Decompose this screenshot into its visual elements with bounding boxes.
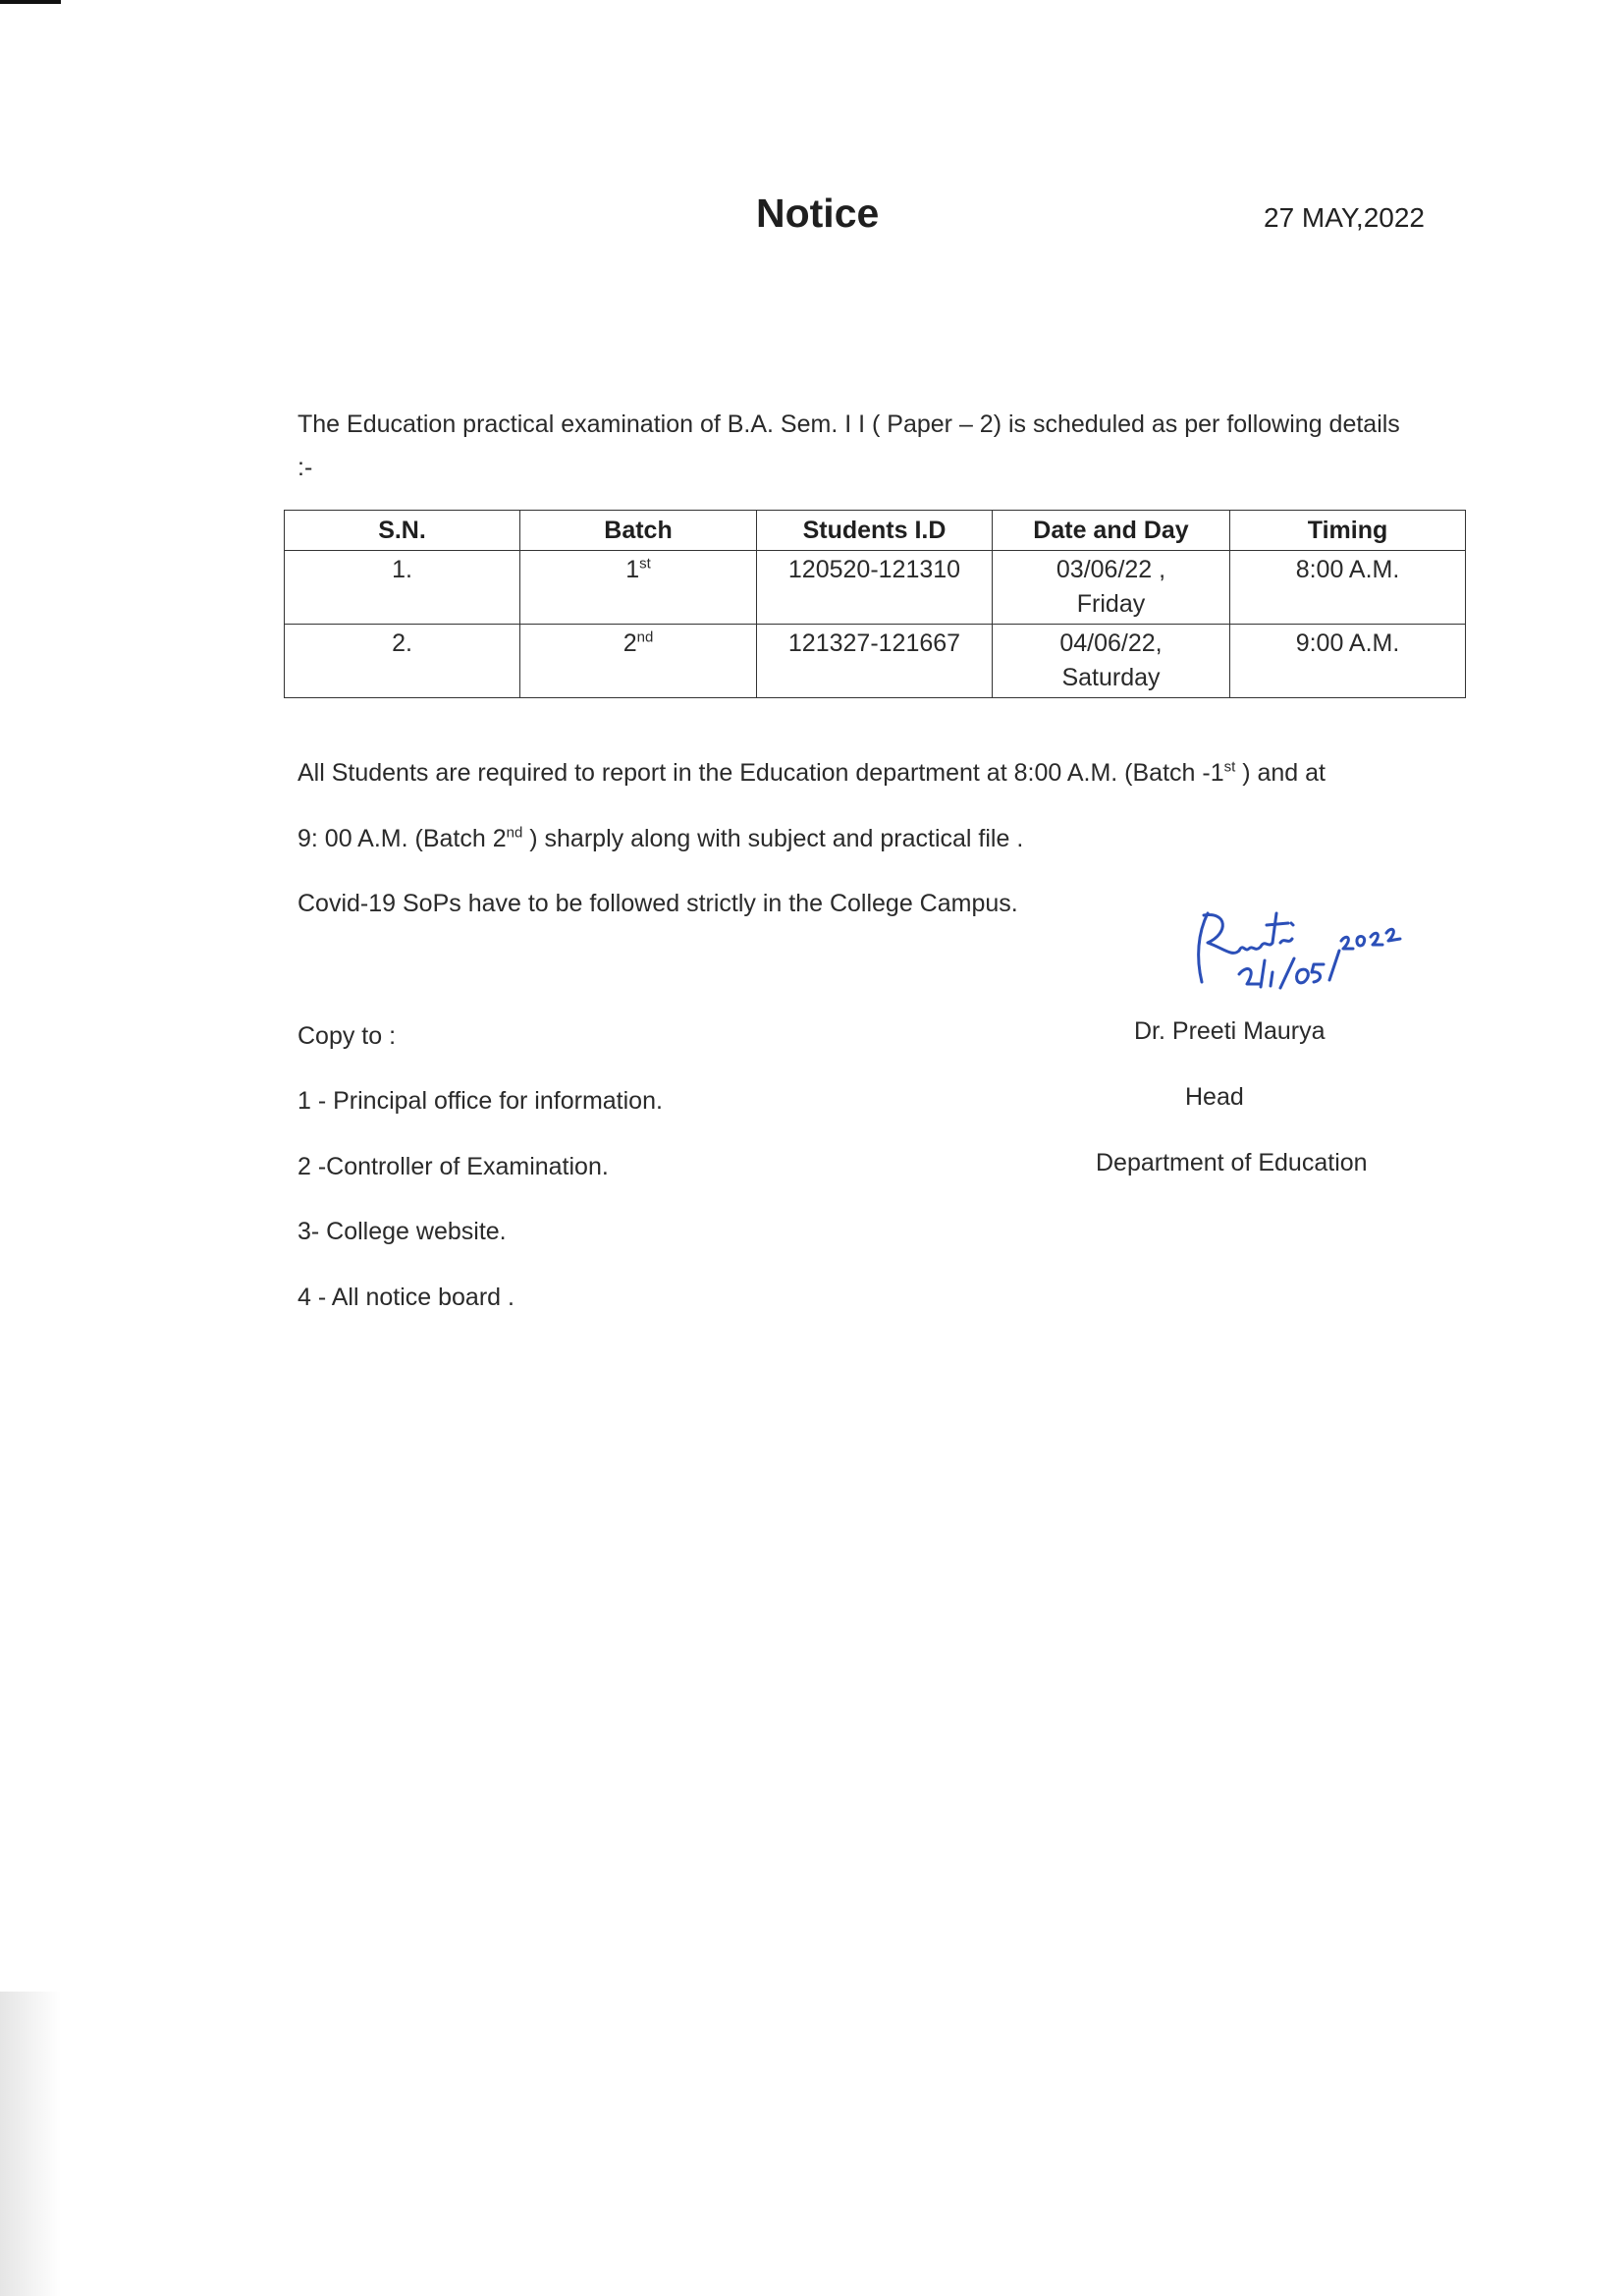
exam-date: 04/06/22,: [1059, 629, 1163, 657]
instruction-text: 9: 00 A.M. (Batch 2: [298, 825, 507, 852]
notice-date: 27 MAY,2022: [1264, 202, 1425, 233]
batch-ordinal: nd: [636, 629, 654, 646]
table-header-row: [285, 511, 1466, 551]
notice-title: Notice: [756, 191, 880, 236]
cell-batch: [520, 551, 757, 625]
batch-number: 2: [623, 629, 637, 657]
scan-corner-mark: [0, 0, 61, 4]
cell-batch: [520, 625, 757, 698]
cell-student-ids: 121327-121667: [757, 625, 993, 698]
cell-student-ids: 120520-121310: [757, 551, 993, 625]
exam-day: Friday: [1076, 590, 1146, 618]
instruction-line-1: [298, 759, 1326, 788]
signatory-name: Dr. Preeti Maurya: [1134, 1017, 1326, 1045]
cell-sn: 2.: [285, 625, 520, 698]
handwritten-signature: [1178, 903, 1414, 1021]
ordinal-suffix: nd: [506, 824, 523, 842]
cell-timing: 8:00 A.M.: [1230, 551, 1466, 625]
header-students-id: Students I.D: [757, 511, 993, 551]
copy-item: 3- College website.: [298, 1218, 507, 1245]
cell-date-day: [993, 551, 1230, 625]
ordinal-suffix: st: [1223, 758, 1236, 776]
intro-line-1: The Education practical examination of B.A. Sem. I I ( Paper – 2) is scheduled as per following details: [298, 410, 1400, 438]
scan-edge-shadow: [0, 1992, 61, 2296]
copy-item: 2 -Controller of Examination.: [298, 1153, 609, 1180]
copy-to-label: Copy to :: [298, 1022, 397, 1050]
batch-ordinal: st: [639, 555, 651, 573]
cell-date-day: [993, 625, 1230, 698]
instruction-text: ) and at: [1235, 759, 1326, 787]
signatory-department: Department of Education: [1096, 1149, 1368, 1176]
schedule-table: [284, 510, 1466, 698]
header-timing: Timing: [1230, 511, 1466, 551]
instruction-line-2: [298, 825, 1023, 853]
table-row: [285, 551, 1466, 625]
copy-item: 1 - Principal office for information.: [298, 1087, 663, 1115]
instruction-text: All Students are required to report in the Education department at 8:00 A.M. (Batch -1: [298, 759, 1224, 787]
instruction-text: ) sharply along with subject and practical file .: [522, 825, 1024, 852]
exam-date: 03/06/22 ,: [1056, 556, 1166, 583]
covid-instruction: Covid-19 SoPs have to be followed strictly in the College Campus.: [298, 890, 1018, 917]
header-batch: Batch: [520, 511, 757, 551]
cell-timing: 9:00 A.M.: [1230, 625, 1466, 698]
batch-number: 1: [625, 556, 640, 583]
cell-sn: 1.: [285, 551, 520, 625]
copy-item: 4 - All notice board .: [298, 1284, 514, 1311]
header-sn: S.N.: [285, 511, 520, 551]
exam-day: Saturday: [1061, 664, 1161, 691]
header-date-day: Date and Day: [993, 511, 1230, 551]
table-row: [285, 625, 1466, 698]
signatory-designation: Head: [1185, 1083, 1244, 1111]
intro-line-2: :-: [298, 454, 313, 481]
